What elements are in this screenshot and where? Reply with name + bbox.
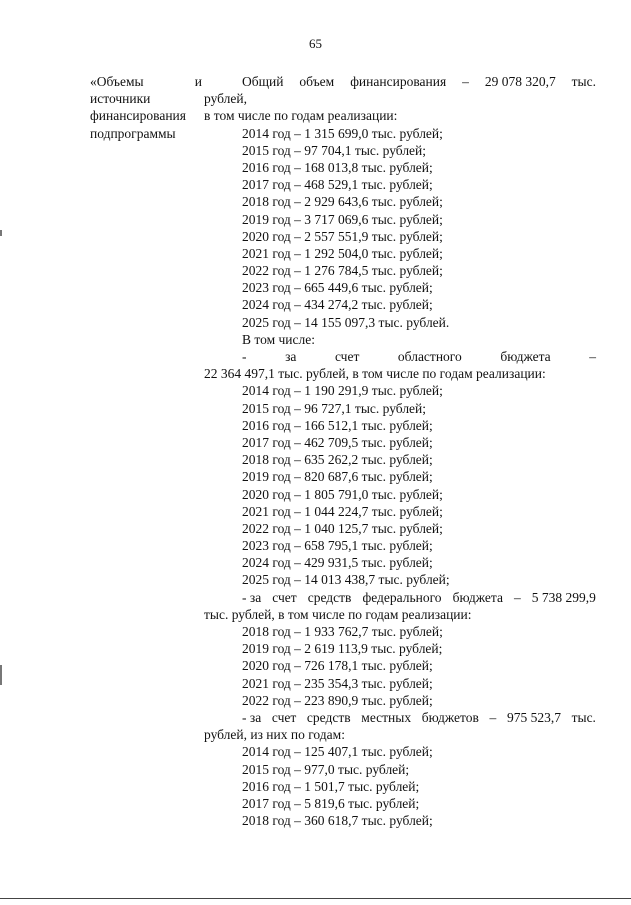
subprogram-label-column bbox=[90, 73, 202, 142]
year-line: 2018 год – 635 262,2 тыс. рублей; bbox=[242, 452, 433, 468]
federal-line-2: тыс. рублей, в том числе по годам реализации: bbox=[204, 606, 472, 622]
federal-amount: 5 738 299,9 bbox=[531, 589, 596, 605]
year-line: 2023 год – 665 449,6 тыс. рублей; bbox=[242, 280, 433, 296]
year-line: 2020 год – 1 805 791,0 тыс. рублей; bbox=[242, 486, 443, 502]
year-line: 2015 год – 96 727,1 тыс. рублей; bbox=[242, 400, 427, 416]
federal-word: счет bbox=[272, 589, 297, 605]
federal-word: федерального bbox=[362, 589, 442, 605]
federal-word: бюджета bbox=[452, 589, 503, 605]
regional-word: счет bbox=[334, 349, 360, 365]
year-line: 2019 год – 2 619 113,9 тыс. рублей; bbox=[242, 641, 443, 657]
local-amount: 975 523,7 bbox=[506, 709, 561, 725]
year-line: 2022 год – 223 890,9 тыс. рублей; bbox=[242, 692, 433, 708]
local-word: тыс. bbox=[571, 709, 596, 725]
year-line: 2015 год – 977,0 тыс. рублей; bbox=[242, 761, 410, 777]
year-line: 2017 год – 5 819,6 тыс. рублей; bbox=[242, 795, 420, 811]
year-line: 2021 год – 1 044 224,7 тыс. рублей; bbox=[242, 503, 443, 519]
year-line: 2023 год – 658 795,1 тыс. рублей; bbox=[242, 538, 433, 554]
regional-line-2: 22 364 497,1 тыс. рублей, в том числе по годам реализации: bbox=[204, 366, 546, 382]
label-word-and: и bbox=[194, 74, 202, 89]
local-word: бюджетов bbox=[421, 709, 479, 725]
regional-word: бюджета bbox=[500, 349, 551, 365]
year-line: 2025 год – 14 013 438,7 тыс. рублей; bbox=[242, 572, 450, 588]
local-line-2: рублей, из них по годам: bbox=[204, 727, 345, 743]
financing-text-column bbox=[204, 73, 596, 829]
regional-line-1 bbox=[204, 348, 596, 365]
intro-word: объем bbox=[299, 74, 335, 89]
year-line: 2019 год – 820 687,6 тыс. рублей; bbox=[242, 469, 433, 485]
local-word: – bbox=[489, 709, 497, 725]
year-line: 2016 год – 166 512,1 тыс. рублей; bbox=[242, 417, 433, 433]
year-line: 2017 год – 468 529,1 тыс. рублей; bbox=[242, 177, 433, 193]
label-line-4: подпрограммы bbox=[90, 125, 176, 141]
regional-years-list bbox=[204, 382, 596, 588]
page-bottom-rule bbox=[0, 898, 631, 899]
local-word: счет bbox=[271, 709, 297, 725]
label-line-1 bbox=[90, 73, 202, 90]
year-line: 2021 год – 235 354,3 тыс. рублей; bbox=[242, 675, 433, 691]
regional-word: – bbox=[589, 349, 596, 365]
year-line: 2018 год – 1 933 762,7 тыс. рублей; bbox=[242, 624, 443, 640]
label-word-volumes: «Объемы bbox=[90, 74, 144, 89]
intro-total-amount: 29 078 320,7 bbox=[484, 74, 556, 89]
scan-edge-mark bbox=[0, 230, 2, 236]
federal-word: - за bbox=[242, 589, 262, 605]
label-line-3: финансирования bbox=[90, 108, 186, 124]
year-line: 2024 год – 429 931,5 тыс. рублей; bbox=[242, 555, 433, 571]
intro-word: тыс. bbox=[571, 74, 596, 89]
year-line: 2018 год – 2 929 643,6 тыс. рублей; bbox=[242, 194, 443, 210]
federal-line-1 bbox=[204, 589, 596, 606]
year-line: 2022 год – 1 040 125,7 тыс. рублей; bbox=[242, 520, 443, 536]
total-years-list bbox=[204, 125, 596, 331]
page-number: 65 bbox=[309, 36, 322, 51]
local-years-list bbox=[204, 743, 596, 829]
year-line: 2018 год – 360 618,7 тыс. рублей; bbox=[242, 813, 433, 829]
local-word: средств bbox=[306, 709, 351, 725]
year-line: 2017 год – 462 709,5 тыс. рублей; bbox=[242, 434, 433, 450]
federal-word: средств bbox=[307, 589, 352, 605]
year-line: 2021 год – 1 292 504,0 тыс. рублей; bbox=[242, 245, 443, 261]
regional-word: - bbox=[242, 349, 247, 365]
year-line: 2022 год – 1 276 784,5 тыс. рублей; bbox=[242, 263, 443, 279]
scan-edge-mark bbox=[0, 665, 2, 685]
year-line: 2024 год – 434 274,2 тыс. рублей; bbox=[242, 297, 433, 313]
label-line-2: источники bbox=[90, 91, 151, 107]
intro-line-3: в том числе по годам реализации: bbox=[204, 108, 398, 124]
year-line: 2015 год – 97 704,1 тыс. рублей; bbox=[242, 142, 427, 158]
intro-word: – bbox=[462, 74, 469, 89]
federal-years-list bbox=[204, 623, 596, 709]
including-label: В том числе: bbox=[242, 331, 315, 347]
intro-word: Общий bbox=[242, 74, 284, 89]
year-line: 2020 год – 2 557 551,9 тыс. рублей; bbox=[242, 228, 443, 244]
federal-word: – bbox=[514, 589, 521, 605]
year-line: 2020 год – 726 178,1 тыс. рублей; bbox=[242, 658, 433, 674]
intro-line-2: рублей, bbox=[204, 91, 248, 107]
year-line: 2014 год – 125 407,1 тыс. рублей; bbox=[242, 744, 433, 760]
year-line: 2016 год – 1 501,7 тыс. рублей; bbox=[242, 778, 420, 794]
year-line: 2014 год – 1 315 699,0 тыс. рублей; bbox=[242, 125, 443, 141]
year-line: 2014 год – 1 190 291,9 тыс. рублей; bbox=[242, 383, 443, 399]
year-line: 2019 год – 3 717 069,6 тыс. рублей; bbox=[242, 211, 443, 227]
year-line: 2025 год – 14 155 097,3 тыс. рублей. bbox=[242, 314, 450, 330]
regional-word: за bbox=[285, 349, 297, 365]
local-word: - за bbox=[242, 709, 262, 725]
local-word: местных bbox=[361, 709, 412, 725]
year-line: 2016 год – 168 013,8 тыс. рублей; bbox=[242, 159, 433, 175]
intro-word: финансирования bbox=[350, 74, 447, 89]
intro-line-1 bbox=[204, 73, 596, 90]
regional-word: областного bbox=[397, 349, 462, 365]
local-line-1 bbox=[204, 709, 596, 726]
